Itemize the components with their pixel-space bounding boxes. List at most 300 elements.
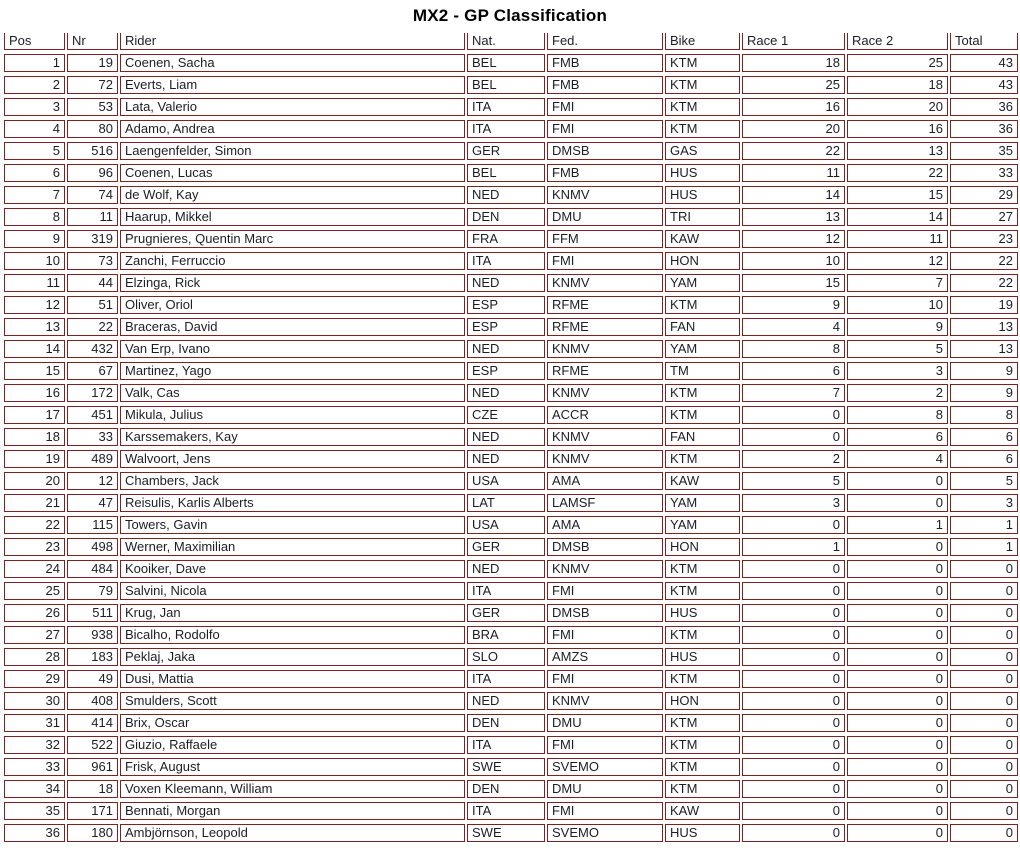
cell-pos: 26	[4, 604, 65, 622]
cell-bike: GAS	[665, 142, 740, 160]
cell-bike: KTM	[665, 582, 740, 600]
column-header-fed: Fed.	[547, 33, 663, 50]
cell-nat: BEL	[467, 76, 545, 94]
table-row	[4, 428, 1018, 446]
cell-nr: 484	[67, 560, 118, 578]
table-row	[4, 802, 1018, 820]
cell-pos: 28	[4, 648, 65, 666]
cell-nr: 96	[67, 164, 118, 182]
cell-race2: 0	[847, 714, 948, 732]
cell-rider: Mikula, Julius	[120, 406, 465, 424]
cell-nat: LAT	[467, 494, 545, 512]
cell-bike: KTM	[665, 758, 740, 776]
cell-bike: TM	[665, 362, 740, 380]
cell-bike: KTM	[665, 714, 740, 732]
cell-total: 0	[950, 736, 1018, 754]
cell-nr: 516	[67, 142, 118, 160]
cell-fed: LAMSF	[547, 494, 663, 512]
cell-total: 9	[950, 384, 1018, 402]
cell-race1: 2	[742, 450, 845, 468]
table-row	[4, 296, 1018, 314]
cell-fed: FMI	[547, 626, 663, 644]
table-row	[4, 516, 1018, 534]
cell-fed: FMI	[547, 120, 663, 138]
cell-rider: Ambjörnson, Leopold	[120, 824, 465, 842]
cell-fed: AMZS	[547, 648, 663, 666]
cell-bike: HON	[665, 692, 740, 710]
cell-nat: USA	[467, 516, 545, 534]
cell-race2: 9	[847, 318, 948, 336]
cell-fed: RFME	[547, 296, 663, 314]
cell-rider: Smulders, Scott	[120, 692, 465, 710]
cell-fed: RFME	[547, 362, 663, 380]
cell-rider: Zanchi, Ferruccio	[120, 252, 465, 270]
cell-pos: 1	[4, 54, 65, 72]
cell-nr: 44	[67, 274, 118, 292]
cell-rider: Karssemakers, Kay	[120, 428, 465, 446]
cell-nr: 80	[67, 120, 118, 138]
cell-rider: Oliver, Oriol	[120, 296, 465, 314]
cell-bike: YAM	[665, 494, 740, 512]
cell-nr: 489	[67, 450, 118, 468]
cell-fed: FMI	[547, 252, 663, 270]
cell-nat: NED	[467, 384, 545, 402]
cell-race1: 22	[742, 142, 845, 160]
cell-race1: 0	[742, 780, 845, 798]
cell-fed: SVEMO	[547, 758, 663, 776]
cell-race2: 0	[847, 780, 948, 798]
cell-pos: 9	[4, 230, 65, 248]
cell-race2: 0	[847, 648, 948, 666]
cell-nr: 12	[67, 472, 118, 490]
cell-fed: ACCR	[547, 406, 663, 424]
cell-nat: ESP	[467, 296, 545, 314]
cell-nat: ESP	[467, 362, 545, 380]
cell-pos: 24	[4, 560, 65, 578]
cell-race2: 8	[847, 406, 948, 424]
table-row	[4, 406, 1018, 424]
cell-pos: 32	[4, 736, 65, 754]
cell-total: 0	[950, 802, 1018, 820]
cell-fed: SVEMO	[547, 824, 663, 842]
cell-nr: 11	[67, 208, 118, 226]
cell-race1: 3	[742, 494, 845, 512]
column-header-bike: Bike	[665, 33, 740, 50]
column-header-nr: Nr	[67, 33, 118, 50]
cell-pos: 21	[4, 494, 65, 512]
cell-race2: 0	[847, 582, 948, 600]
table-row	[4, 626, 1018, 644]
cell-nr: 19	[67, 54, 118, 72]
cell-nr: 79	[67, 582, 118, 600]
cell-race2: 3	[847, 362, 948, 380]
cell-pos: 31	[4, 714, 65, 732]
cell-rider: Coenen, Sacha	[120, 54, 465, 72]
cell-rider: Van Erp, Ivano	[120, 340, 465, 358]
cell-nat: ITA	[467, 802, 545, 820]
cell-nr: 938	[67, 626, 118, 644]
cell-nr: 49	[67, 670, 118, 688]
cell-nr: 511	[67, 604, 118, 622]
cell-nr: 171	[67, 802, 118, 820]
cell-race2: 20	[847, 98, 948, 116]
cell-total: 0	[950, 692, 1018, 710]
cell-race1: 16	[742, 98, 845, 116]
column-header-nat: Nat.	[467, 33, 545, 50]
cell-total: 23	[950, 230, 1018, 248]
table-row	[4, 780, 1018, 798]
cell-nat: ITA	[467, 670, 545, 688]
cell-nat: SWE	[467, 824, 545, 842]
cell-nr: 33	[67, 428, 118, 446]
cell-rider: Frisk, August	[120, 758, 465, 776]
cell-bike: KAW	[665, 472, 740, 490]
cell-total: 27	[950, 208, 1018, 226]
cell-total: 13	[950, 318, 1018, 336]
table-row	[4, 494, 1018, 512]
table-row	[4, 362, 1018, 380]
cell-fed: FMB	[547, 54, 663, 72]
cell-nat: ITA	[467, 98, 545, 116]
cell-nat: GER	[467, 604, 545, 622]
cell-total: 6	[950, 428, 1018, 446]
cell-bike: HUS	[665, 648, 740, 666]
cell-total: 1	[950, 538, 1018, 556]
cell-total: 0	[950, 824, 1018, 842]
cell-race2: 2	[847, 384, 948, 402]
column-header-pos: Pos	[4, 33, 65, 50]
cell-total: 1	[950, 516, 1018, 534]
cell-fed: KNMV	[547, 560, 663, 578]
table-row	[4, 340, 1018, 358]
cell-rider: de Wolf, Kay	[120, 186, 465, 204]
table-row	[4, 384, 1018, 402]
cell-race2: 14	[847, 208, 948, 226]
cell-nr: 408	[67, 692, 118, 710]
cell-total: 0	[950, 758, 1018, 776]
cell-nat: NED	[467, 340, 545, 358]
table-row	[4, 714, 1018, 732]
cell-pos: 29	[4, 670, 65, 688]
cell-nat: ITA	[467, 582, 545, 600]
cell-race2: 0	[847, 560, 948, 578]
cell-rider: Salvini, Nicola	[120, 582, 465, 600]
cell-total: 43	[950, 54, 1018, 72]
cell-pos: 34	[4, 780, 65, 798]
cell-race2: 22	[847, 164, 948, 182]
cell-race1: 25	[742, 76, 845, 94]
cell-fed: KNMV	[547, 692, 663, 710]
cell-race2: 13	[847, 142, 948, 160]
cell-rider: Bicalho, Rodolfo	[120, 626, 465, 644]
cell-bike: KTM	[665, 670, 740, 688]
cell-bike: KTM	[665, 780, 740, 798]
cell-rider: Coenen, Lucas	[120, 164, 465, 182]
cell-nat: NED	[467, 450, 545, 468]
cell-race2: 0	[847, 472, 948, 490]
table-row	[4, 230, 1018, 248]
cell-total: 0	[950, 780, 1018, 798]
cell-nat: NED	[467, 692, 545, 710]
table-row	[4, 824, 1018, 842]
cell-nr: 53	[67, 98, 118, 116]
cell-pos: 17	[4, 406, 65, 424]
cell-fed: KNMV	[547, 340, 663, 358]
cell-nat: NED	[467, 274, 545, 292]
cell-bike: KTM	[665, 120, 740, 138]
cell-total: 36	[950, 98, 1018, 116]
cell-total: 29	[950, 186, 1018, 204]
cell-race1: 0	[742, 428, 845, 446]
cell-nr: 73	[67, 252, 118, 270]
cell-pos: 30	[4, 692, 65, 710]
cell-nat: NED	[467, 186, 545, 204]
cell-nr: 72	[67, 76, 118, 94]
cell-nr: 183	[67, 648, 118, 666]
cell-pos: 8	[4, 208, 65, 226]
cell-race1: 6	[742, 362, 845, 380]
cell-total: 5	[950, 472, 1018, 490]
cell-total: 0	[950, 670, 1018, 688]
cell-race2: 0	[847, 802, 948, 820]
cell-rider: Chambers, Jack	[120, 472, 465, 490]
cell-nr: 319	[67, 230, 118, 248]
cell-bike: KTM	[665, 296, 740, 314]
cell-nat: BRA	[467, 626, 545, 644]
cell-total: 0	[950, 648, 1018, 666]
cell-rider: Towers, Gavin	[120, 516, 465, 534]
cell-race1: 18	[742, 54, 845, 72]
cell-fed: FMI	[547, 98, 663, 116]
cell-fed: DMSB	[547, 142, 663, 160]
cell-bike: HUS	[665, 604, 740, 622]
cell-fed: FMI	[547, 802, 663, 820]
cell-rider: Werner, Maximilian	[120, 538, 465, 556]
cell-bike: KTM	[665, 384, 740, 402]
cell-rider: Peklaj, Jaka	[120, 648, 465, 666]
cell-nr: 172	[67, 384, 118, 402]
cell-race1: 4	[742, 318, 845, 336]
cell-fed: RFME	[547, 318, 663, 336]
cell-race1: 0	[742, 626, 845, 644]
table-row	[4, 208, 1018, 226]
column-header-race1: Race 1	[742, 33, 845, 50]
cell-race1: 0	[742, 758, 845, 776]
cell-fed: DMSB	[547, 538, 663, 556]
cell-total: 0	[950, 604, 1018, 622]
cell-bike: FAN	[665, 428, 740, 446]
cell-race1: 13	[742, 208, 845, 226]
cell-nat: CZE	[467, 406, 545, 424]
cell-nr: 115	[67, 516, 118, 534]
cell-rider: Adamo, Andrea	[120, 120, 465, 138]
cell-fed: FMB	[547, 76, 663, 94]
cell-race1: 10	[742, 252, 845, 270]
cell-race2: 25	[847, 54, 948, 72]
cell-race2: 0	[847, 758, 948, 776]
cell-race2: 0	[847, 670, 948, 688]
cell-race1: 0	[742, 736, 845, 754]
table-row	[4, 164, 1018, 182]
table-row	[4, 582, 1018, 600]
cell-total: 22	[950, 274, 1018, 292]
cell-bike: KAW	[665, 802, 740, 820]
cell-race1: 0	[742, 802, 845, 820]
cell-pos: 33	[4, 758, 65, 776]
cell-bike: KTM	[665, 98, 740, 116]
cell-race2: 1	[847, 516, 948, 534]
cell-race2: 0	[847, 736, 948, 754]
cell-bike: HON	[665, 538, 740, 556]
cell-pos: 15	[4, 362, 65, 380]
table-row	[4, 54, 1018, 72]
cell-bike: KTM	[665, 736, 740, 754]
table-row	[4, 758, 1018, 776]
cell-total: 6	[950, 450, 1018, 468]
cell-race2: 18	[847, 76, 948, 94]
results-body	[4, 54, 1018, 842]
cell-fed: DMU	[547, 208, 663, 226]
cell-nat: ITA	[467, 120, 545, 138]
cell-nat: DEN	[467, 208, 545, 226]
table-row	[4, 252, 1018, 270]
cell-total: 36	[950, 120, 1018, 138]
table-row	[4, 604, 1018, 622]
cell-bike: KTM	[665, 450, 740, 468]
cell-pos: 12	[4, 296, 65, 314]
cell-total: 9	[950, 362, 1018, 380]
table-row	[4, 538, 1018, 556]
cell-fed: FMB	[547, 164, 663, 182]
cell-bike: KTM	[665, 406, 740, 424]
cell-nat: NED	[467, 560, 545, 578]
cell-nat: ITA	[467, 736, 545, 754]
cell-race1: 0	[742, 648, 845, 666]
cell-nat: GER	[467, 142, 545, 160]
cell-bike: KTM	[665, 560, 740, 578]
cell-race2: 16	[847, 120, 948, 138]
table-row	[4, 692, 1018, 710]
cell-nr: 498	[67, 538, 118, 556]
cell-pos: 10	[4, 252, 65, 270]
cell-pos: 19	[4, 450, 65, 468]
table-row	[4, 186, 1018, 204]
cell-pos: 7	[4, 186, 65, 204]
cell-fed: FMI	[547, 736, 663, 754]
cell-pos: 25	[4, 582, 65, 600]
cell-nr: 522	[67, 736, 118, 754]
table-row	[4, 670, 1018, 688]
cell-pos: 3	[4, 98, 65, 116]
cell-pos: 22	[4, 516, 65, 534]
cell-rider: Prugnieres, Quentin Marc	[120, 230, 465, 248]
cell-race1: 0	[742, 582, 845, 600]
cell-rider: Bennati, Morgan	[120, 802, 465, 820]
column-header-total: Total	[950, 33, 1018, 50]
cell-race1: 15	[742, 274, 845, 292]
table-row	[4, 450, 1018, 468]
table-row	[4, 736, 1018, 754]
cell-rider: Haarup, Mikkel	[120, 208, 465, 226]
cell-race1: 0	[742, 516, 845, 534]
table-row	[4, 472, 1018, 490]
cell-fed: DMU	[547, 714, 663, 732]
cell-rider: Walvoort, Jens	[120, 450, 465, 468]
cell-race2: 0	[847, 626, 948, 644]
cell-race2: 0	[847, 604, 948, 622]
cell-race1: 1	[742, 538, 845, 556]
cell-race2: 5	[847, 340, 948, 358]
cell-nr: 47	[67, 494, 118, 512]
cell-total: 8	[950, 406, 1018, 424]
table-row	[4, 98, 1018, 116]
cell-bike: YAM	[665, 274, 740, 292]
cell-total: 35	[950, 142, 1018, 160]
cell-race1: 9	[742, 296, 845, 314]
cell-total: 0	[950, 626, 1018, 644]
cell-bike: TRI	[665, 208, 740, 226]
cell-race2: 6	[847, 428, 948, 446]
cell-pos: 4	[4, 120, 65, 138]
cell-rider: Everts, Liam	[120, 76, 465, 94]
cell-rider: Dusi, Mattia	[120, 670, 465, 688]
cell-nat: GER	[467, 538, 545, 556]
cell-race1: 0	[742, 670, 845, 688]
cell-nat: BEL	[467, 54, 545, 72]
column-header-rider: Rider	[120, 33, 465, 50]
cell-bike: HON	[665, 252, 740, 270]
table-row	[4, 120, 1018, 138]
cell-race1: 12	[742, 230, 845, 248]
table-row	[4, 318, 1018, 336]
cell-race2: 0	[847, 538, 948, 556]
cell-rider: Elzinga, Rick	[120, 274, 465, 292]
cell-nr: 51	[67, 296, 118, 314]
cell-race1: 8	[742, 340, 845, 358]
cell-pos: 20	[4, 472, 65, 490]
cell-bike: KAW	[665, 230, 740, 248]
cell-fed: AMA	[547, 472, 663, 490]
cell-bike: YAM	[665, 340, 740, 358]
cell-nat: SWE	[467, 758, 545, 776]
cell-pos: 18	[4, 428, 65, 446]
cell-race1: 0	[742, 560, 845, 578]
cell-fed: DMU	[547, 780, 663, 798]
cell-rider: Brix, Oscar	[120, 714, 465, 732]
cell-race2: 10	[847, 296, 948, 314]
column-header-race2: Race 2	[847, 33, 948, 50]
cell-pos: 2	[4, 76, 65, 94]
cell-nat: SLO	[467, 648, 545, 666]
cell-fed: FMI	[547, 670, 663, 688]
cell-pos: 35	[4, 802, 65, 820]
cell-fed: FMI	[547, 582, 663, 600]
cell-total: 43	[950, 76, 1018, 94]
cell-race1: 0	[742, 714, 845, 732]
cell-nr: 74	[67, 186, 118, 204]
cell-fed: KNMV	[547, 384, 663, 402]
cell-nr: 67	[67, 362, 118, 380]
cell-pos: 13	[4, 318, 65, 336]
cell-rider: Reisulis, Karlis Alberts	[120, 494, 465, 512]
cell-race2: 0	[847, 494, 948, 512]
cell-nr: 414	[67, 714, 118, 732]
cell-total: 0	[950, 560, 1018, 578]
cell-pos: 23	[4, 538, 65, 556]
cell-nr: 18	[67, 780, 118, 798]
cell-pos: 11	[4, 274, 65, 292]
cell-nat: DEN	[467, 714, 545, 732]
